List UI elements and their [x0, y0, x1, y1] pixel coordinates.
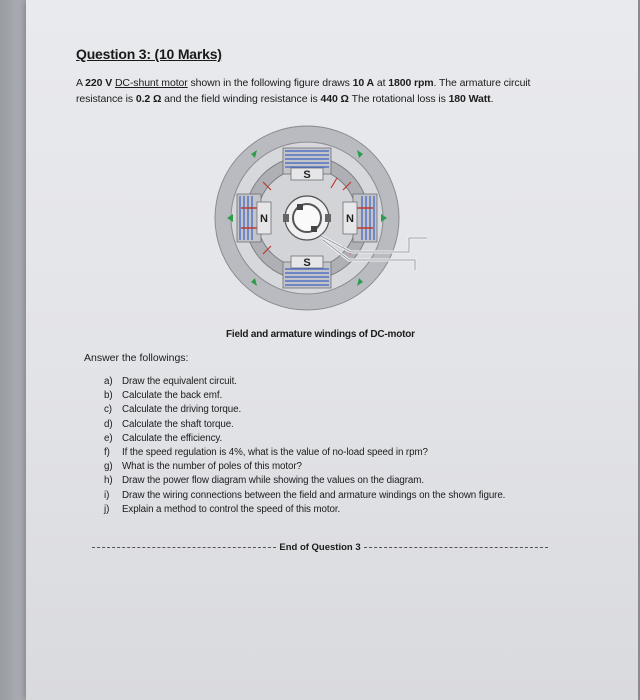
pole-label-bottom: S — [303, 257, 311, 269]
answer-label: Answer the followings: — [84, 352, 189, 364]
list-item: j) Explain a method to control the speed of this motor. — [104, 503, 341, 515]
intro-rotational-loss: 180 Watt — [448, 93, 491, 105]
end-of-question-text: End of Question 3 — [279, 541, 361, 553]
divider-line — [92, 547, 276, 548]
question-title: Question 3: (10 Marks) — [76, 46, 222, 62]
end-of-question-divider — [92, 540, 548, 554]
pole-label-left: N — [260, 213, 268, 225]
pole-label-right: N — [346, 213, 354, 225]
list-item: h) Draw the power flow diagram while showing the values on the diagram. — [104, 475, 424, 487]
list-item: f) If the speed regulation is 4%, what is the value of no-load speed in rpm? — [104, 447, 428, 459]
intro-current: 10 A — [352, 77, 375, 89]
intro-field-resistance: 440 Ω — [320, 93, 349, 105]
intro-text: and the field winding resistance is — [161, 93, 321, 105]
list-item: b) Calculate the back emf. — [104, 390, 223, 402]
intro-armature-resistance: 0.2 Ω — [135, 93, 162, 105]
intro-text: shown in the following figure draws — [187, 77, 353, 89]
question-intro — [76, 75, 576, 107]
intro-text: . The armature circuit resistance is — [76, 77, 531, 105]
intro-text: at — [374, 77, 389, 89]
list-item: g) What is the number of poles of this motor? — [104, 461, 302, 473]
intro-text: . — [490, 93, 494, 105]
pole-label-top: S — [303, 169, 311, 181]
sub-questions-list — [104, 375, 574, 517]
intro-text: A — [76, 77, 86, 89]
dc-motor-figure — [211, 118, 441, 318]
list-item: d) Calculate the shaft torque. — [104, 418, 234, 430]
list-item: c) Calculate the driving torque. — [104, 404, 242, 416]
intro-motor-type: DC-shunt motor — [114, 77, 188, 89]
intro-text: The rotational loss is — [348, 93, 449, 105]
intro-voltage: 220 V — [85, 77, 113, 89]
list-item: i) Draw the wiring connections between the field and armature windings on the shown figure. — [104, 489, 506, 501]
figure-caption: Field and armature windings of DC-motor — [226, 329, 415, 340]
intro-speed: 1800 rpm — [388, 77, 434, 89]
list-item: a) Draw the equivalent circuit. — [104, 376, 237, 387]
list-item: e) Calculate the efficiency. — [104, 432, 223, 444]
divider-line — [364, 547, 548, 548]
